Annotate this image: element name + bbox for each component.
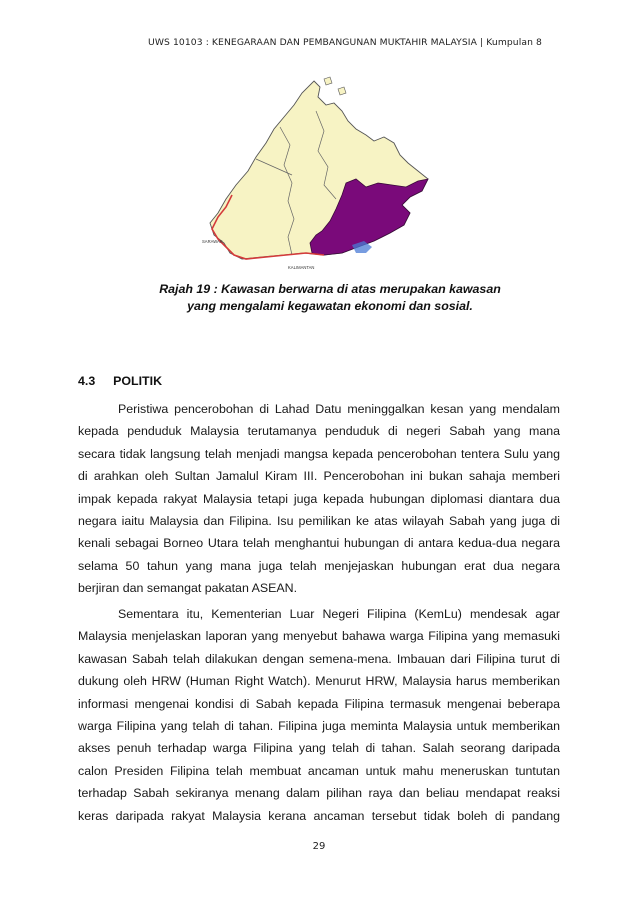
paragraph-line: selama 50 tahun yang mana juga telah menjejaskan hubungan erat dua negara <box>78 558 560 573</box>
paragraph-1 <box>78 398 560 600</box>
page-header <box>0 37 638 48</box>
paragraph-line: dukung oleh HRW (Human Right Watch). Menurut HRW, Malaysia harus memberikan <box>78 674 560 689</box>
figure-caption-line2: yang mengalami kegawatan ekonomi dan sosial. <box>187 299 473 313</box>
paragraph-line: di arahkan oleh Sultan Jamalul Kiram III. Pencerobohan ini bukan sahaja memberi <box>78 469 560 484</box>
paragraph-line: negara iaitu Malaysia dan Filipina. Isu pemilikan ke atas wilayah Sabah yang juga di <box>78 513 560 528</box>
map-label-sarawak: SARAWAK <box>202 239 223 244</box>
paragraph-line: kawasan Sabah telah dilakukan dengan semena-mena. Imbauan dari Filipina turut di <box>78 651 560 666</box>
page-number: 29 <box>312 841 326 852</box>
figure-caption-line1: Rajah 19 : Kawasan berwarna di atas merupakan kawasan <box>159 282 501 296</box>
paragraph-line: informasi mengenai kondisi di Sabah kepada Filipina termasuk mengenai beberapa <box>78 696 560 711</box>
paragraph-line: berjiran dan semangat pakatan ASEAN. <box>78 581 298 596</box>
map-label-kalimantan: KALIMANTAN <box>288 265 315 270</box>
paragraph-line: calon Presiden Filipina telah membuat ancaman untuk mahu meneruskan tuntutan <box>78 763 560 778</box>
sabah-map-figure <box>196 75 432 273</box>
paragraph-line: impak kepada rakyat Malaysia tetapi juga kepada hubungan diplomasi diantara dua <box>78 491 560 506</box>
paragraph-line: kepada penduduk Malaysia terutamanya penduduk di negeri Sabah yang mana <box>78 424 560 439</box>
section-number: 4.3 <box>78 374 96 388</box>
section-title: POLITIK <box>113 374 163 388</box>
paragraph-line: Sementara itu, Kementerian Luar Negeri Filipina (KemLu) mendesak agar <box>118 607 560 621</box>
paragraph-line: akses penuh terhadap warga Filipina yang telah di tahan. Salah seorang daripada <box>78 741 560 756</box>
paragraph-line: warga Filipina yang telah di tahan. Filipina juga meminta Malaysia untuk memberikan <box>78 718 560 733</box>
paragraph-line: keras daripada rakyat Malaysia kerana ancaman tersebut tidak boleh di pandang <box>78 808 560 823</box>
paragraph-line: Peristiwa pencerobohan di Lahad Datu meninggalkan kesan yang mendalam <box>118 402 560 416</box>
paragraph-2 <box>78 603 560 827</box>
paragraph-line: terhadap Sabah sekiranya menang dalam pilihan raya dan beliau mendapat reaksi <box>78 786 560 801</box>
paragraph-line: secara tidak langsung telah menjadi mangsa kepada pencerobohan tentera Sulu yang <box>78 446 560 461</box>
header-text: UWS 10103 : KENEGARAAN DAN PEMBANGUNAN MUKTAHIR MALAYSIA | Kumpulan 8 <box>148 37 543 48</box>
paragraph-line: kenali sebagai Borneo Utara telah menghantui hubungan di antara kedua-dua negara <box>78 536 560 551</box>
section-heading <box>78 374 162 388</box>
paragraph-line: Malaysia menjelaskan laporan yang menyebut bahawa warga Filipina yang memasuki <box>78 629 560 644</box>
